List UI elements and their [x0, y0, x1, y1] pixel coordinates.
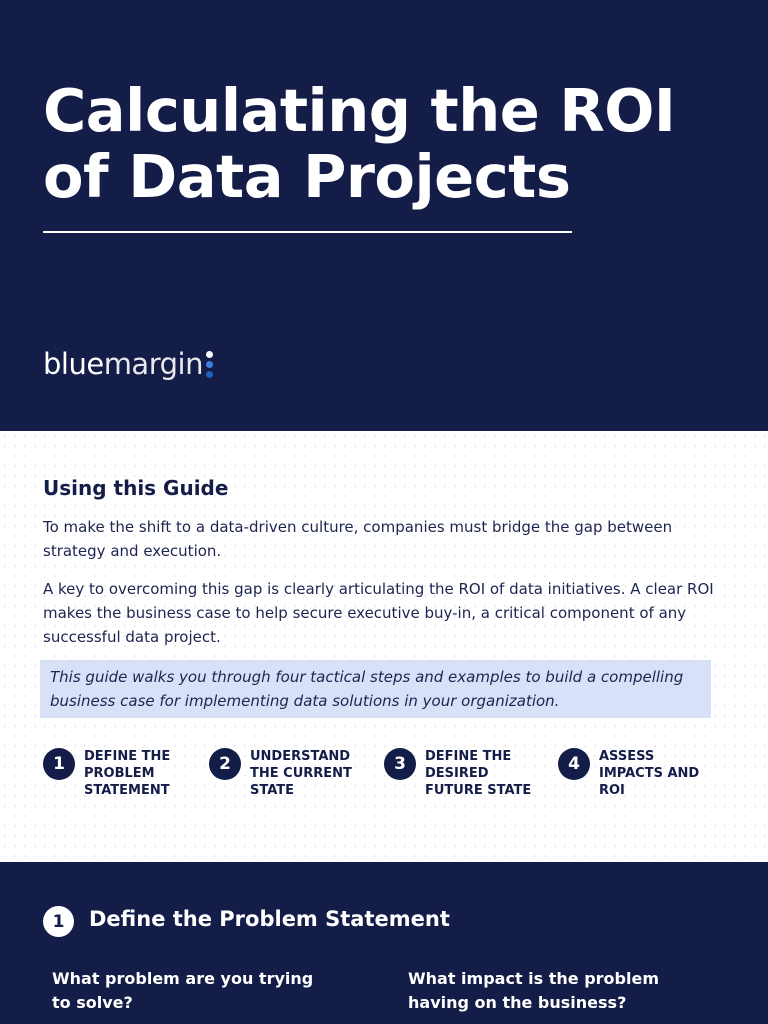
- question-right: What impact is the problem having on the business?: [408, 969, 659, 1012]
- step-2: [209, 748, 352, 799]
- callout-text: This guide walks you through four tactical steps and examples to build a compelling business case for implementing data solutions in your organization.: [50, 668, 684, 710]
- step-label: UNDERSTAND THE CURRENT STATE: [250, 749, 352, 798]
- step-label: DEFINE THE DESIRED FUTURE STATE: [425, 749, 532, 798]
- hero-banner: [0, 0, 768, 431]
- title-divider: [43, 231, 572, 233]
- guide-paragraph-2: A key to overcoming this gap is clearly articulating the ROI of data initiatives. A clear ROI makes the business case to help secure executive buy-in, a critical component of any successful data project.: [43, 580, 714, 646]
- logo-word-blue: blue: [43, 347, 104, 381]
- guide-heading: Using this Guide: [43, 476, 229, 500]
- section-title: Define the Problem Statement: [89, 907, 450, 931]
- step-number-badge: 4: [558, 748, 590, 780]
- step-number-badge: 1: [43, 748, 75, 780]
- logo-dots-icon: [206, 351, 213, 378]
- step-number-badge: 3: [384, 748, 416, 780]
- logo-word-margin: margin: [103, 347, 203, 381]
- question-left: What problem are you trying to solve?: [52, 969, 314, 1012]
- logo-dot-1: [206, 351, 213, 358]
- guide-paragraph-1: To make the shift to a data-driven culture, companies must bridge the gap between strategy and execution.: [43, 518, 673, 560]
- step-1: [43, 748, 170, 799]
- step-3: [384, 748, 531, 799]
- logo-dot-3: [206, 371, 213, 378]
- document-title: Calculating the ROI of Data Projects: [43, 76, 676, 211]
- guide-callout: [40, 660, 711, 718]
- step-label: ASSESS IMPACTS AND ROI: [599, 749, 700, 798]
- bluemargin-logo: [43, 344, 213, 384]
- logo-dot-2: [206, 361, 213, 368]
- section-number-badge: 1: [43, 906, 74, 937]
- step-number-badge: 2: [209, 748, 241, 780]
- step-4: [558, 748, 699, 799]
- step-label: DEFINE THE PROBLEM STATEMENT: [84, 749, 171, 798]
